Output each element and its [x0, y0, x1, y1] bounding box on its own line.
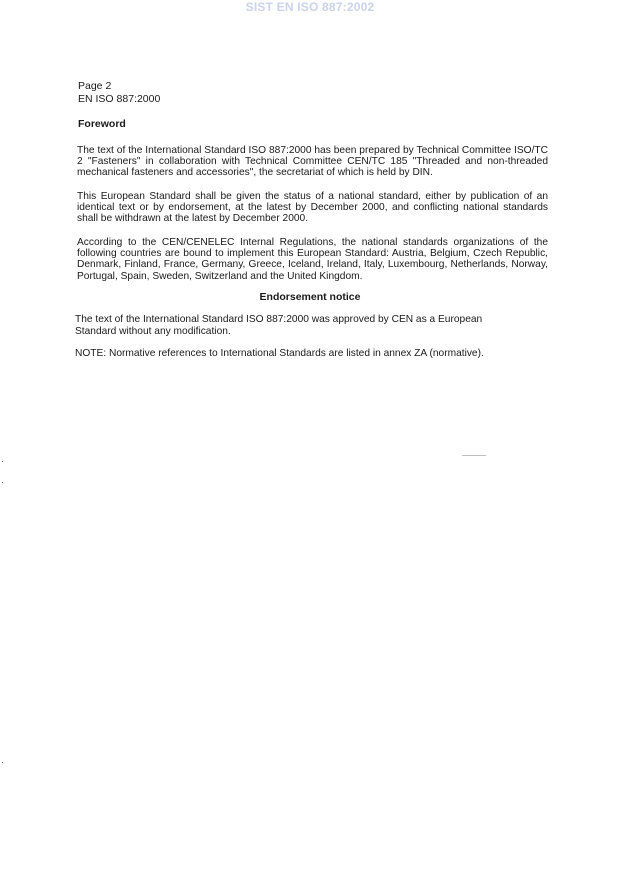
foreword-paragraph-1: The text of the International Standard ISO 887:2000 has been prepared by Technical Committee ISO/TC 2 "Fasteners" in collaboration with Technical Committee CEN/TC 185 "Threaded and non-threaded mechanical fasteners and accessories", the secretariat of which is held by DIN. [77, 145, 548, 179]
note-text: NOTE: Normative references to International Standards are listed in annex ZA (normative). [75, 348, 484, 359]
page-header [78, 80, 160, 106]
scan-artifact-line [462, 455, 486, 456]
foreword-paragraph-3: According to the CEN/CENELEC Internal Regulations, the national standards organizations of the following countries are bound to implement this European Standard: Austria, Belgium, Czech Republic, Denmark, Finland, France, Germany, Greece, Iceland, Ireland, Italy, Luxembourg, Netherlands, Norway, Portugal, Spain, Sweden, Switzerland and the United Kingdom. [77, 237, 548, 282]
standard-designation: EN ISO 887:2000 [78, 93, 161, 105]
foreword-heading: Foreword [78, 118, 126, 130]
scan-artifact-dot [2, 461, 3, 462]
foreword-paragraph-2: This European Standard shall be given the status of a national standard, either by publication of an identical text or by endorsement, at the latest by December 2000, and conflicting national standards shall be withdrawn at the latest by December 2000. [77, 191, 548, 225]
endorsement-text: The text of the International Standard ISO 887:2000 was approved by CEN as a European Standard without any modification. [75, 314, 483, 337]
scan-artifact-dot [2, 482, 3, 483]
page-number: Page 2 [78, 80, 112, 92]
endorsement-heading: Endorsement notice [259, 291, 361, 303]
watermark-text: SIST EN ISO 887:2002 [245, 0, 375, 14]
scan-artifact-dot [2, 762, 3, 763]
